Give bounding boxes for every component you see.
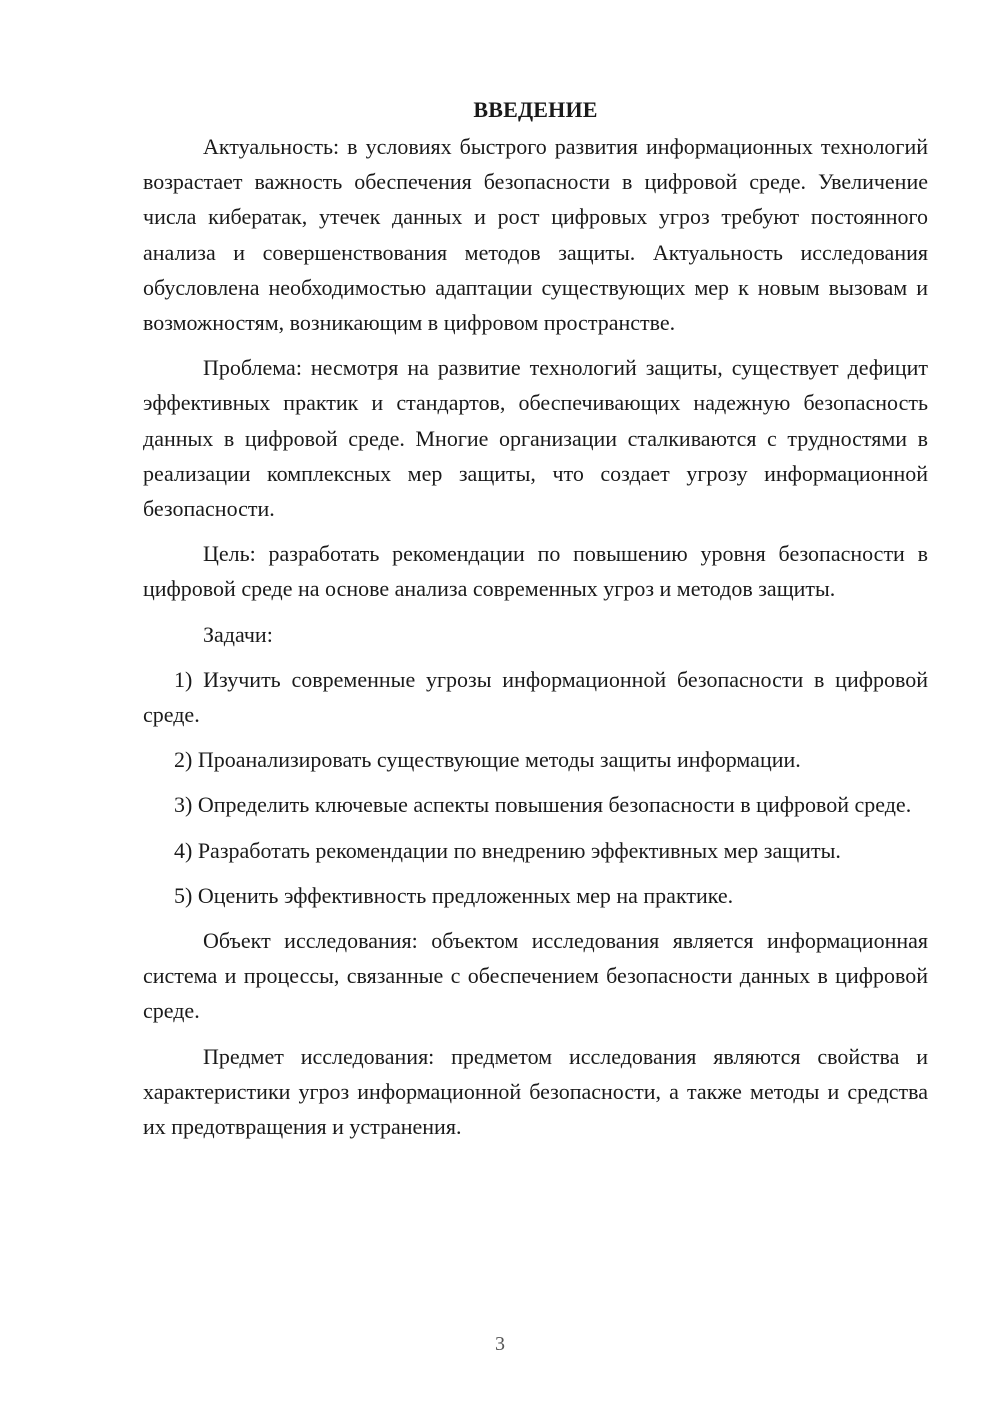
task-item-5: 5) Оценить эффективность предложенных мер на практике. <box>174 882 734 908</box>
page-title: ВВЕДЕНИЕ <box>473 97 598 122</box>
paragraph-problem: Проблема: несмотря на развитие технологий защиты, существует дефицит эффективных практик и стандартов, обеспечивающих надежную безопасность данных в цифровой среде. Многие организации сталкиваются с трудностями в реализации комплексных мер защиты, что создает угрозу информационной безопасности. <box>143 355 928 522</box>
paragraph-goal: Цель: разработать рекомендации по повышению уровня безопасности в цифровой среде на основе анализа современных угроз и методов защиты. <box>143 541 928 602</box>
tasks-heading: Задачи: <box>203 621 273 647</box>
task-item-3: 3) Определить ключевые аспекты повышения безопасности в цифровой среде. <box>174 792 912 818</box>
paragraph-object: Объект исследования: объектом исследования является информационная система и процессы, связанные с обеспечением безопасности данных в цифровой среде. <box>143 928 928 1024</box>
document-page <box>143 92 928 1144</box>
task-item-2: 2) Проанализировать существующие методы защиты информации. <box>174 747 801 773</box>
page-number: 3 <box>495 1333 505 1355</box>
paragraph-relevance: Актуальность: в условиях быстрого развития информационных технологий возрастает важность обеспечения безопасности в цифровой среде. Увеличение числа кибератак, утечек данных и рост цифровых угроз требуют постоянного анализа и совершенствования методов защиты. Актуальность исследования обусловлена необходимостью адаптации существующих мер к новым вызовам и возможностям, возникающим в цифровом пространстве. <box>143 134 928 336</box>
paragraph-subject: Предмет исследования: предметом исследования являются свойства и характеристики угроз информационной безопасности, а также методы и средства их предотвращения и устранения. <box>143 1043 928 1140</box>
task-item-1: 1) Изучить современные угрозы информационной безопасности в цифровой среде. <box>143 666 928 728</box>
task-item-4: 4) Разработать рекомендации по внедрению эффективных мер защиты. <box>174 837 841 863</box>
